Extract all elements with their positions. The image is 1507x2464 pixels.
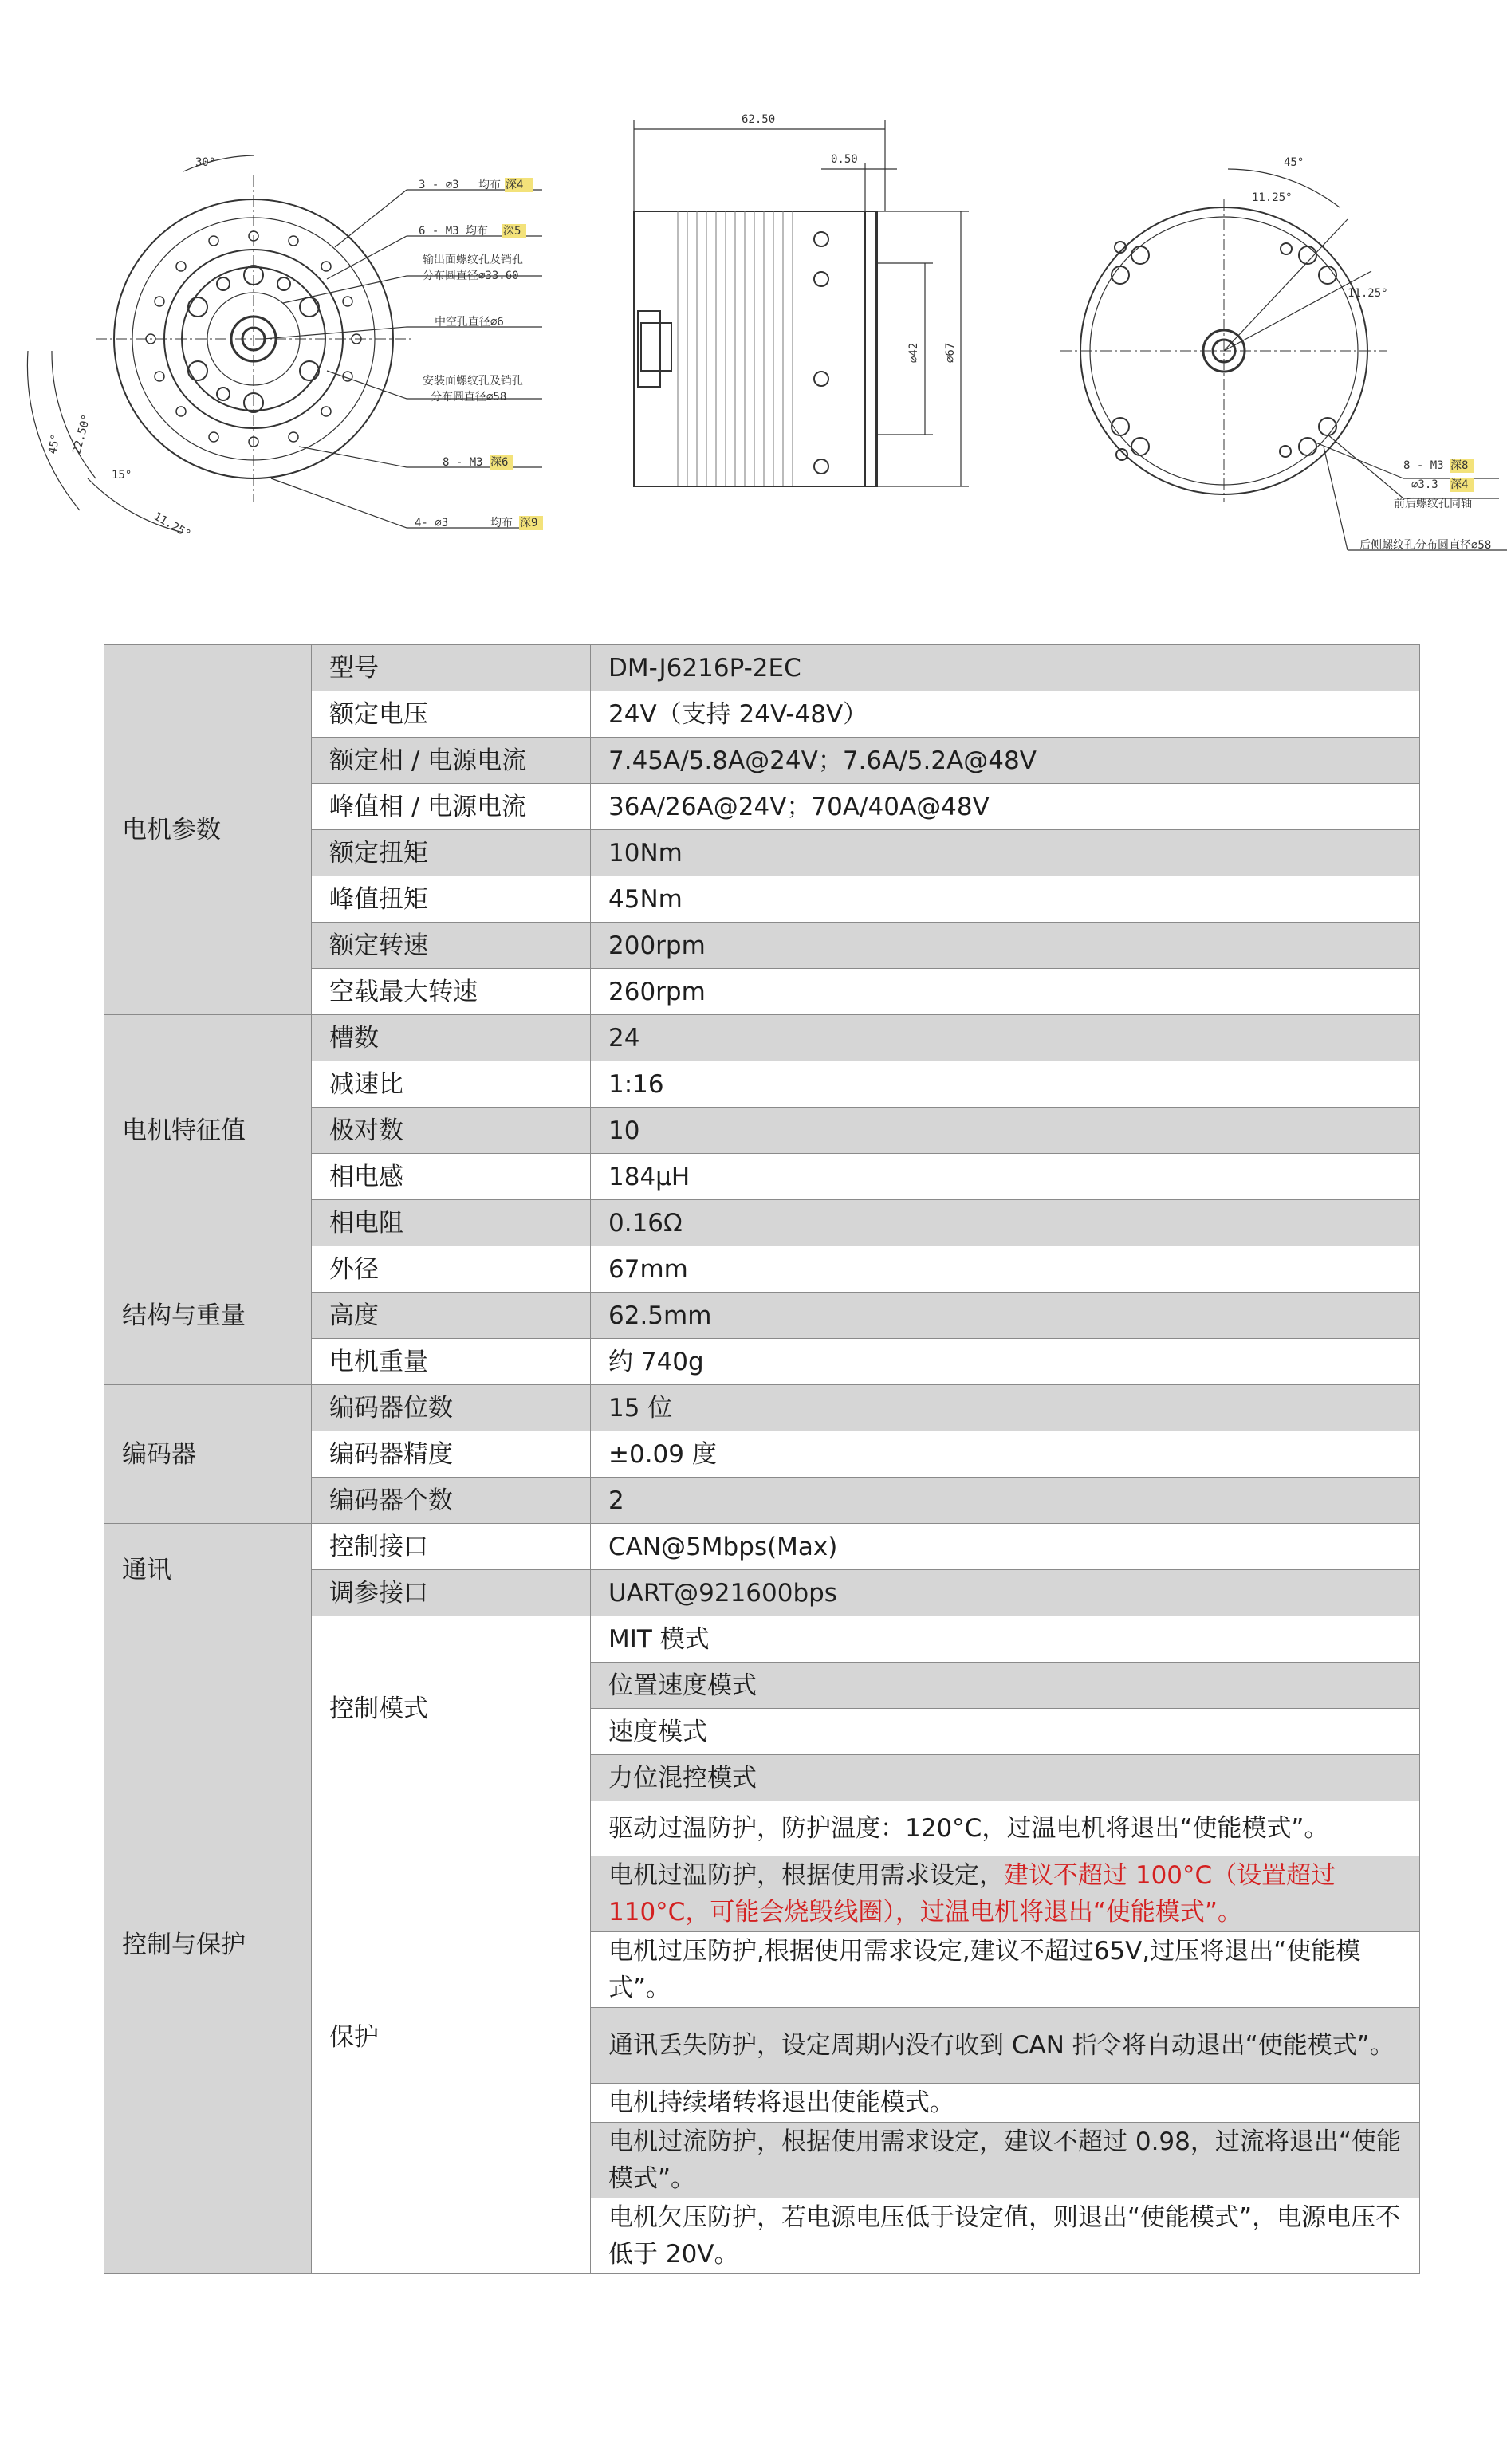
angle-30-label: 30° xyxy=(195,156,216,169)
control-mode-item: 速度模式 xyxy=(591,1709,1420,1755)
row-value: 15 位 xyxy=(591,1385,1420,1431)
control-mode-label: 控制模式 xyxy=(312,1616,591,1801)
callout-hollow-hole: 中空孔直径⌀6 xyxy=(435,316,504,329)
callout-m3-8: 8 - M3 xyxy=(443,456,483,469)
row-label: 调参接口 xyxy=(312,1570,591,1616)
row-value: UART@921600bps xyxy=(591,1570,1420,1616)
row-value: 62.5mm xyxy=(591,1293,1420,1339)
row-value: 10Nm xyxy=(591,830,1420,876)
row-label: 额定相 / 电源电流 xyxy=(312,738,591,784)
front-view-labels xyxy=(46,156,543,541)
row-label: 额定转速 xyxy=(312,923,591,969)
protection-item: 电机欠压防护，若电源电压低于设定值，则退出“使能模式”，电源电压不低于 20V。 xyxy=(591,2198,1420,2274)
protection-item: 通讯丢失防护，设定周期内没有收到 CAN 指令将自动退出“使能模式”。 xyxy=(591,2008,1420,2084)
control-mode-item: 力位混控模式 xyxy=(591,1755,1420,1801)
control-mode-item: MIT 模式 xyxy=(591,1616,1420,1663)
spec-table xyxy=(104,644,1420,2274)
category-motor-params: 电机参数 xyxy=(104,645,312,1015)
row-value: 2 xyxy=(591,1478,1420,1524)
row-value: ±0.09 度 xyxy=(591,1431,1420,1478)
row-label: 外径 xyxy=(312,1246,591,1293)
back-angle-11-b: 11.25° xyxy=(1348,287,1388,300)
row-value: 约 740g xyxy=(591,1339,1420,1385)
callout-output-holes: 输出面螺纹孔及销孔 xyxy=(423,254,523,266)
back-callout-hole-depth: 深4 xyxy=(1450,478,1469,491)
protection-item: 电机过流防护，根据使用需求设定，建议不超过 0.98，过流将退出“使能模式”。 xyxy=(591,2123,1420,2198)
row-label: 峰值扭矩 xyxy=(312,876,591,923)
row-label: 相电感 xyxy=(312,1154,591,1200)
row-value: CAN@5Mbps(Max) xyxy=(591,1524,1420,1570)
back-callout-coaxial: 前后螺纹孔同轴 xyxy=(1394,498,1472,510)
protection-item: 驱动过温防护，防护温度：120°C，过温电机将退出“使能模式”。 xyxy=(591,1801,1420,1856)
callout-4-tail: 均布 xyxy=(490,517,513,529)
callout-m3-6-depth: 深5 xyxy=(503,225,521,238)
front-view xyxy=(27,155,542,533)
spec-table-body xyxy=(104,645,1420,2274)
back-angle-11-a: 11.25° xyxy=(1252,191,1293,204)
back-callout-circle: 后侧螺纹孔分布圆直径⌀58 xyxy=(1359,539,1492,552)
back-callout-m3: 8 - M3 xyxy=(1403,459,1444,472)
row-value: 200rpm xyxy=(591,923,1420,969)
row-label: 编码器位数 xyxy=(312,1385,591,1431)
row-value: 1:16 xyxy=(591,1061,1420,1108)
callout-m3-6: 6 - M3 均布 xyxy=(419,225,489,238)
angle-45-label: 45° xyxy=(46,433,63,455)
protection-item: 电机过压防护,根据使用需求设定,建议不超过65V,过压将退出“使能模式”。 xyxy=(591,1932,1420,2008)
callout-m3-8-depth: 深6 xyxy=(490,456,509,469)
callout-3-depth: 深4 xyxy=(506,179,524,191)
row-value: 24 xyxy=(591,1015,1420,1061)
row-label: 额定扭矩 xyxy=(312,830,591,876)
row-label: 编码器个数 xyxy=(312,1478,591,1524)
row-value: 260rpm xyxy=(591,969,1420,1015)
callout-3-holes: 3 - ⌀3 xyxy=(419,179,459,191)
back-view xyxy=(1060,169,1507,550)
step-dimension: 0.50 xyxy=(831,153,858,166)
category-motor-characteristics: 电机特征值 xyxy=(104,1015,312,1246)
back-view-labels xyxy=(1252,156,1491,552)
protection-warning-text: 建议不超过 100°C（设置超过 110°C，可能会烧毁线圈），过温电机将退出“使能模式”。 xyxy=(608,1861,1336,1927)
row-value: 45Nm xyxy=(591,876,1420,923)
row-value: 7.45A/5.8A@24V；7.6A/5.2A@48V xyxy=(591,738,1420,784)
technical-drawings xyxy=(0,0,1507,590)
callout-output-circle: 分布圆直径⌀33.60 xyxy=(423,270,519,282)
protection-item-warning xyxy=(591,1856,1420,1932)
category-structure-weight: 结构与重量 xyxy=(104,1246,312,1385)
row-label: 额定电压 xyxy=(312,691,591,738)
control-mode-item: 位置速度模式 xyxy=(591,1663,1420,1709)
category-control-protection: 控制与保护 xyxy=(104,1616,312,2274)
protection-label: 保护 xyxy=(312,1801,591,2274)
back-callout-m3-depth: 深8 xyxy=(1450,459,1469,472)
row-label: 相电阻 xyxy=(312,1200,591,1246)
callout-3-tail: 均布 xyxy=(478,179,501,191)
row-value: 0.16Ω xyxy=(591,1200,1420,1246)
protection-item: 电机持续堵转将退出使能模式。 xyxy=(591,2084,1420,2123)
category-encoder: 编码器 xyxy=(104,1385,312,1524)
protection-item-text: 电机过温防护，根据使用需求设定， xyxy=(608,1861,1004,1890)
row-label: 高度 xyxy=(312,1293,591,1339)
row-label: 型号 xyxy=(312,645,591,691)
callout-mount-circle: 分布圆直径⌀58 xyxy=(431,391,507,403)
row-label: 极对数 xyxy=(312,1108,591,1154)
row-label: 空载最大转速 xyxy=(312,969,591,1015)
row-label: 控制接口 xyxy=(312,1524,591,1570)
outer-diameter: ⌀67 xyxy=(944,342,957,363)
row-label: 减速比 xyxy=(312,1061,591,1108)
back-angle-45: 45° xyxy=(1284,156,1304,169)
angle-15-label: 15° xyxy=(112,469,132,482)
row-label: 电机重量 xyxy=(312,1339,591,1385)
row-value: 10 xyxy=(591,1108,1420,1154)
callout-4-holes: 4- ⌀3 xyxy=(415,517,449,529)
row-value: 24V（支持 24V-48V） xyxy=(591,691,1420,738)
row-value: 184μH xyxy=(591,1154,1420,1200)
callout-4-depth: 深9 xyxy=(520,517,538,529)
category-communication: 通讯 xyxy=(104,1524,312,1616)
row-label: 峰值相 / 电源电流 xyxy=(312,784,591,830)
row-value: 36A/26A@24V；70A/40A@48V xyxy=(591,784,1420,830)
side-view xyxy=(634,120,969,486)
row-label: 编码器精度 xyxy=(312,1431,591,1478)
back-callout-hole: ⌀3.3 xyxy=(1411,478,1438,491)
row-value: 67mm xyxy=(591,1246,1420,1293)
angle-22-label: 22.50° xyxy=(70,413,93,456)
row-value: DM-J6216P-2EC xyxy=(591,645,1420,691)
height-dimension: 62.50 xyxy=(742,113,776,126)
callout-mount-holes: 安装面螺纹孔及销孔 xyxy=(423,375,523,388)
inner-diameter: ⌀42 xyxy=(907,342,920,363)
angle-11-label: 11.25° xyxy=(151,510,193,541)
row-label: 槽数 xyxy=(312,1015,591,1061)
